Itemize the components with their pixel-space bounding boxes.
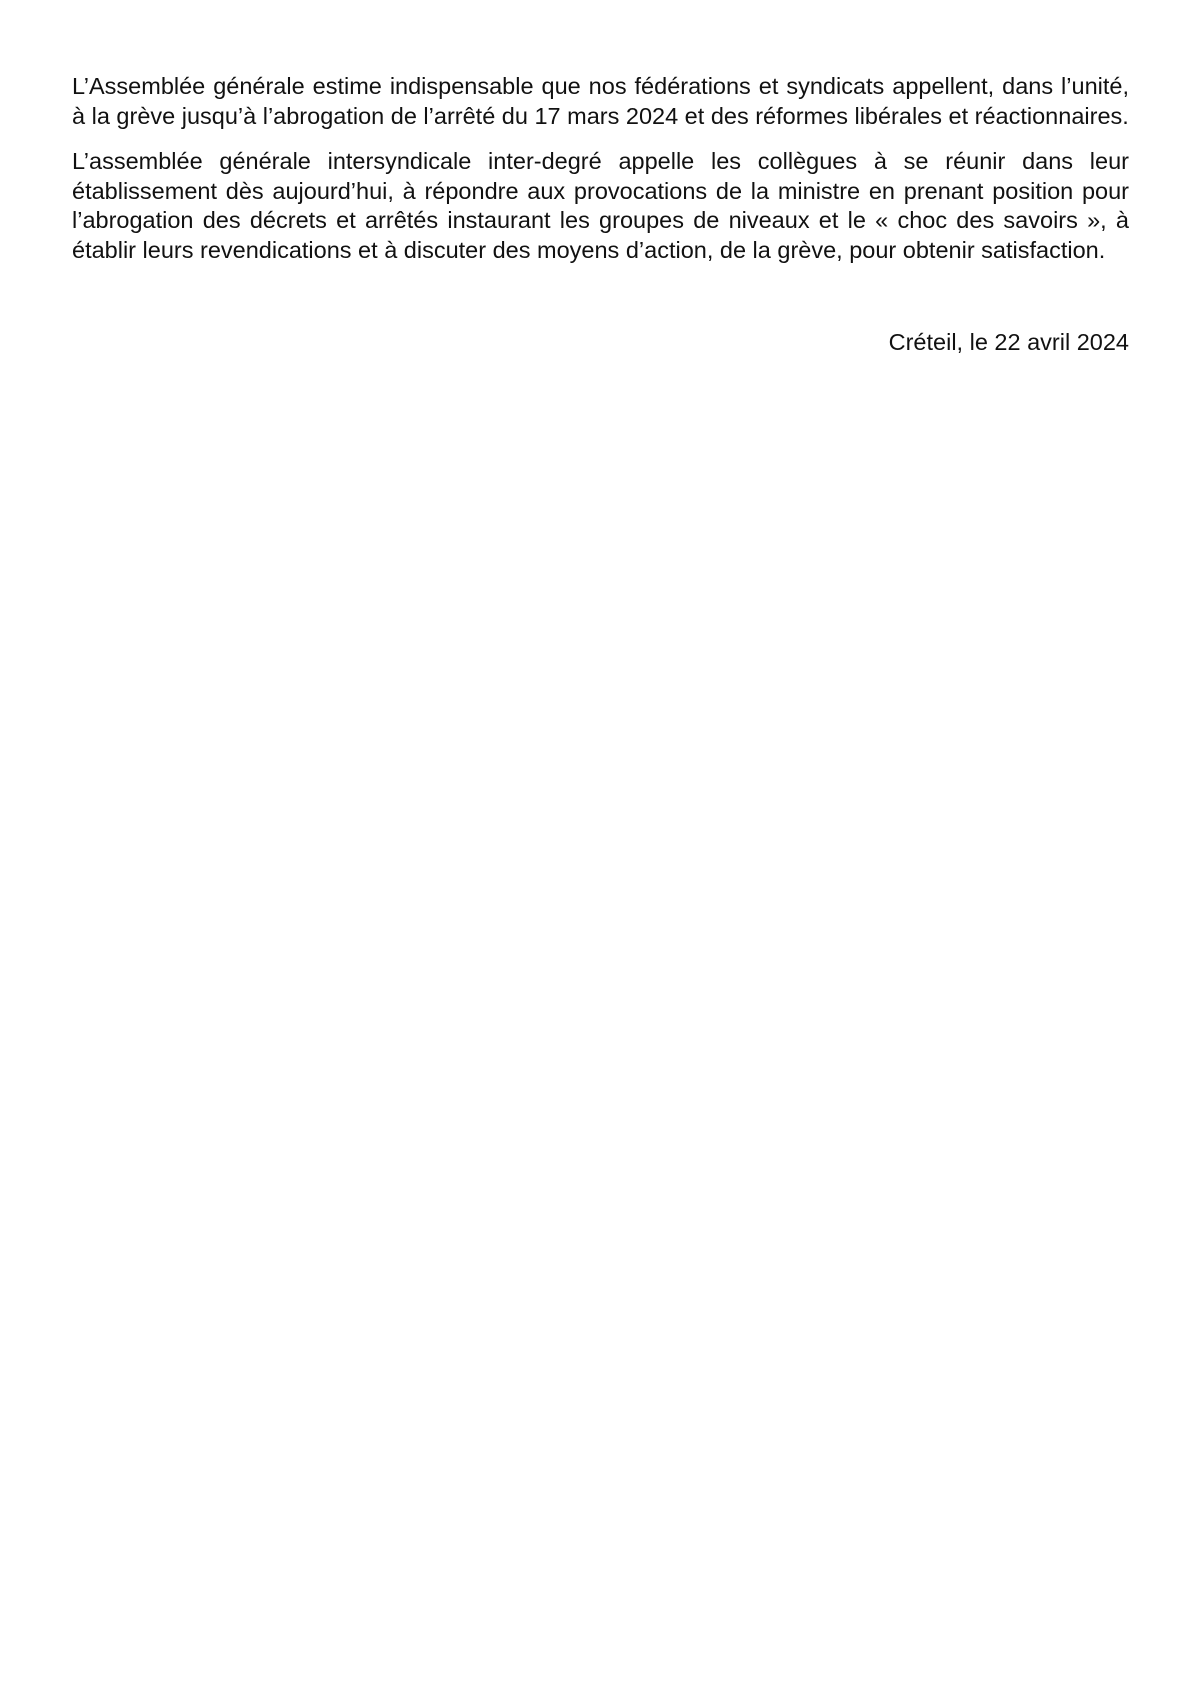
- place-and-date: Créteil, le 22 avril 2024: [888, 328, 1129, 355]
- paragraph-call-to-strike: L’Assemblée générale estime indispensable que nos fédérations et syndicats appellent, dans l’unité, à la grève jusqu’à l’abrogation de l’arrêté du 17 mars 2024 et des réformes libérales et réactionnaires.: [72, 73, 1129, 129]
- document-body: [72, 72, 1129, 357]
- paragraph-general-assembly-appeal: L’assemblée générale intersyndicale inter-degré appelle les collègues à se réunir dans leur établissement dès aujourd’hui, à répondre aux provocations de la ministre en prenant position pour l’abrogation des décrets et arrêtés instaurant les groupes de niveaux et le « choc des savoirs », à établir leurs revendications et à discuter des moyens d’action, de la grève, pour obtenir satisfaction.: [72, 148, 1129, 263]
